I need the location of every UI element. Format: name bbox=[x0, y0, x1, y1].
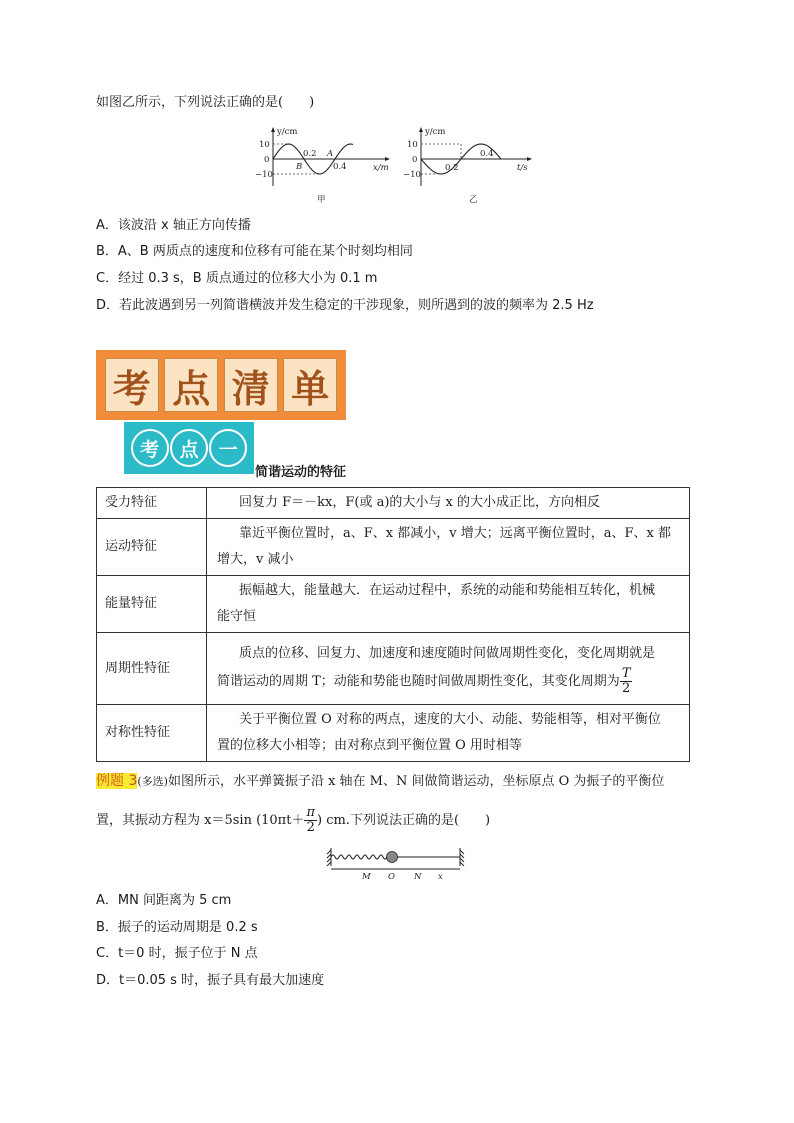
section-title: 简谐运动的特征 bbox=[255, 465, 347, 480]
row-value: 靠近平衡位置时，a、F、x 都减小，v 增大；远离平衡位置时，a、F、x 都 增大，v 减小 bbox=[207, 519, 690, 576]
key-points-banner bbox=[96, 350, 346, 420]
yi-tick-0.2: 0.2 bbox=[445, 163, 459, 173]
table-row bbox=[97, 633, 690, 705]
example-label: 例题 3 bbox=[96, 773, 138, 789]
label-O: O bbox=[388, 872, 395, 882]
row-key: 周期性特征 bbox=[97, 633, 207, 705]
badge-char: 点 bbox=[170, 429, 208, 467]
table-row bbox=[97, 576, 690, 633]
yi-y-label: y/cm bbox=[425, 127, 446, 137]
yi-x-label: t/s bbox=[517, 163, 528, 173]
q2-option-c: C．t＝0 时，振子位于 N 点 bbox=[96, 946, 258, 961]
jia-point-B: B bbox=[296, 162, 303, 172]
q1-option-d: D．若此波遇到另一列简谐横波并发生稳定的干涉现象，则所遇到的波的频率为 2.5 Hz bbox=[96, 298, 594, 313]
q2-option-b: B．振子的运动周期是 0.2 s bbox=[96, 920, 258, 935]
jia-x-label: x/m bbox=[373, 163, 389, 173]
row-key: 对称性特征 bbox=[97, 705, 207, 762]
yi-tick-0: 0 bbox=[412, 155, 418, 165]
banner-char: 单 bbox=[283, 358, 337, 412]
jia-caption: 甲 bbox=[317, 195, 326, 205]
jia-tick-0.4: 0.4 bbox=[333, 162, 347, 172]
table-row bbox=[97, 488, 690, 519]
example-line1: 例题 3(多选)如图所示，水平弹簧振子沿 x 轴在 M、N 间做简谐运动，坐标原点 O 为振子的平衡位 bbox=[96, 773, 665, 789]
table-row bbox=[97, 705, 690, 762]
label-x: x bbox=[438, 872, 443, 882]
key-point-one-badge bbox=[124, 422, 254, 474]
row-value: 回复力 F＝－kx，F(或 a)的大小与 x 的大小成正比，方向相反 bbox=[207, 488, 690, 519]
row-key: 受力特征 bbox=[97, 488, 207, 519]
badge-char: 一 bbox=[209, 429, 247, 467]
wave-graph-jia bbox=[255, 124, 395, 210]
banner-char: 考 bbox=[105, 358, 159, 412]
badge-char: 考 bbox=[131, 429, 169, 467]
example-line2: 置，其振动方程为 x＝5sin (10πt＋ $\frac{\pi}{2}$ ) cm.下列说法正确的是( ) bbox=[96, 805, 491, 835]
jia-tick-0: 0 bbox=[264, 155, 270, 165]
label-M: M bbox=[362, 872, 371, 882]
question-intro: 如图乙所示，下列说法正确的是( ) bbox=[96, 95, 315, 110]
row-value: 质点的位移、回复力、加速度和速度随时间做周期性变化，变化周期就是 简谐运动的周期 T；动能和势能也随时间做周期性变化，其变化周期为 $\frac{T}{2}$ bbox=[207, 633, 690, 705]
oscillator-ball bbox=[387, 852, 398, 863]
row-key: 能量特征 bbox=[97, 576, 207, 633]
banner-char: 清 bbox=[224, 358, 278, 412]
jia-point-A: A bbox=[327, 149, 334, 159]
example-tag: (多选) bbox=[137, 775, 168, 788]
table-row bbox=[97, 519, 690, 576]
jia-tick-neg10: −10 bbox=[255, 170, 273, 180]
jia-y-label: y/cm bbox=[277, 127, 298, 137]
q1-option-a: A．该波沿 x 轴正方向传播 bbox=[96, 218, 251, 233]
yi-tick-neg10: −10 bbox=[403, 170, 421, 180]
q1-option-c: C．经过 0.3 s，B 质点通过的位移大小为 0.1 m bbox=[96, 271, 378, 286]
q2-option-a: A．MN 间距离为 5 cm bbox=[96, 893, 232, 908]
row-value: 关于平衡位置 O 对称的两点，速度的大小、动能、势能相等，相对平衡位 置的位移大小相等；由对称点到平衡位置 O 用时相等 bbox=[207, 705, 690, 762]
q2-option-d: D．t＝0.05 s 时，振子具有最大加速度 bbox=[96, 973, 325, 988]
features-table bbox=[96, 487, 690, 762]
row-key: 运动特征 bbox=[97, 519, 207, 576]
yi-caption: 乙 bbox=[469, 195, 478, 205]
period-fraction: $\frac{T}{2}$ bbox=[621, 666, 631, 696]
yi-tick-10: 10 bbox=[407, 140, 418, 150]
q1-option-b: B．A、B 两质点的速度和位移有可能在某个时刻均相同 bbox=[96, 244, 413, 259]
vibration-graph-yi bbox=[405, 124, 540, 210]
phase-fraction: $\frac{\pi}{2}$ bbox=[306, 805, 315, 835]
yi-tick-0.4: 0.4 bbox=[480, 149, 494, 159]
jia-tick-0.2: 0.2 bbox=[303, 149, 317, 159]
jia-tick-10: 10 bbox=[259, 140, 270, 150]
banner-char: 点 bbox=[164, 358, 218, 412]
label-N: N bbox=[414, 872, 422, 882]
row-value: 振幅越大，能量越大．在运动过程中，系统的动能和势能相互转化，机械 能守恒 bbox=[207, 576, 690, 633]
spring-oscillator-figure bbox=[326, 846, 466, 882]
